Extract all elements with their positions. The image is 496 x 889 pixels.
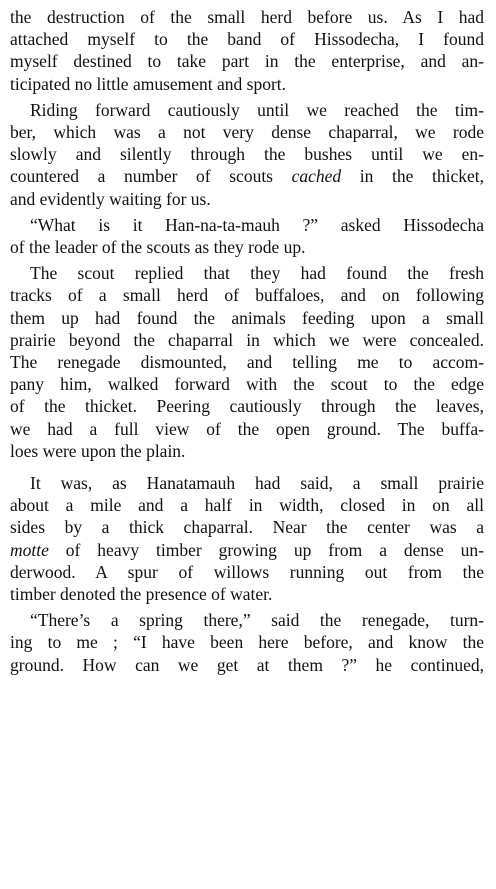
text-line: ground. How can we get at them ?” he continued, bbox=[10, 654, 484, 675]
text-line: and evidently waiting for us. bbox=[10, 188, 211, 209]
paragraph-4 bbox=[10, 262, 484, 462]
text-line: “There’s a spring there,” said the renegade, turn- bbox=[30, 610, 484, 631]
text-line: The renegade dismounted, and telling me to accom- bbox=[10, 352, 484, 373]
text-line: “What is it Han-na-ta-mauh ?” asked Hissodecha bbox=[30, 214, 484, 235]
text-line: attached myself to the band of Hissodecha, I found bbox=[10, 29, 484, 50]
text-line: ber, which was a not very dense chaparral, we rode bbox=[10, 122, 484, 143]
text-line: slowly and silently through the bushes until we en- bbox=[10, 144, 484, 165]
text-line-with-italic bbox=[10, 539, 484, 561]
text-line: pany him, walked forward with the scout to the edge bbox=[10, 374, 484, 395]
text-line-with-italic bbox=[10, 165, 484, 187]
paragraph-2 bbox=[10, 99, 484, 210]
book-page-text bbox=[10, 6, 484, 676]
text-line: timber denoted the presence of water. bbox=[10, 584, 273, 605]
italic-word: motte bbox=[10, 539, 49, 560]
text-line: tracks of a small herd of buffaloes, and on following bbox=[10, 285, 484, 306]
text-line: we had a full view of the open ground. The buffa- bbox=[10, 418, 484, 439]
paragraph-3 bbox=[10, 214, 484, 258]
text-line: The scout replied that they had found the fresh bbox=[30, 263, 484, 284]
text-line: ticipated no little amusement and sport. bbox=[10, 73, 287, 94]
text-line: prairie beyond the chaparral in which we were concealed. bbox=[10, 329, 484, 350]
text-segment: in the thicket, bbox=[341, 166, 484, 187]
text-line: Riding forward cautiously until we reached the tim- bbox=[30, 99, 484, 120]
italic-word: cached bbox=[291, 166, 342, 187]
text-line: sides by a thick chaparral. Near the center was a bbox=[10, 517, 484, 538]
text-line: them up had found the animals feeding upon a small bbox=[10, 307, 484, 328]
text-line: myself destined to take part in the enterprise, and an- bbox=[10, 51, 484, 72]
text-line: derwood. A spur of willows running out from the bbox=[10, 561, 484, 582]
text-line: loes were upon the plain. bbox=[10, 440, 186, 461]
text-line: It was, as Hanatamauh had said, a small prairie bbox=[30, 473, 484, 494]
paragraph-6 bbox=[10, 609, 484, 676]
text-line: of the thicket. Peering cautiously through the leaves, bbox=[10, 396, 484, 417]
text-line: ing to me ; “I have been here before, and know the bbox=[10, 632, 484, 653]
paragraph-5 bbox=[10, 472, 484, 605]
text-line: about a mile and a half in width, closed in on all bbox=[10, 495, 484, 516]
text-line: of the leader of the scouts as they rode up. bbox=[10, 237, 306, 258]
text-line: the destruction of the small herd before us. As I had bbox=[10, 7, 484, 27]
paragraph-1 bbox=[10, 6, 484, 95]
text-segment: countered a number of scouts bbox=[10, 166, 292, 187]
text-segment: of heavy timber growing up from a dense un- bbox=[48, 539, 484, 560]
